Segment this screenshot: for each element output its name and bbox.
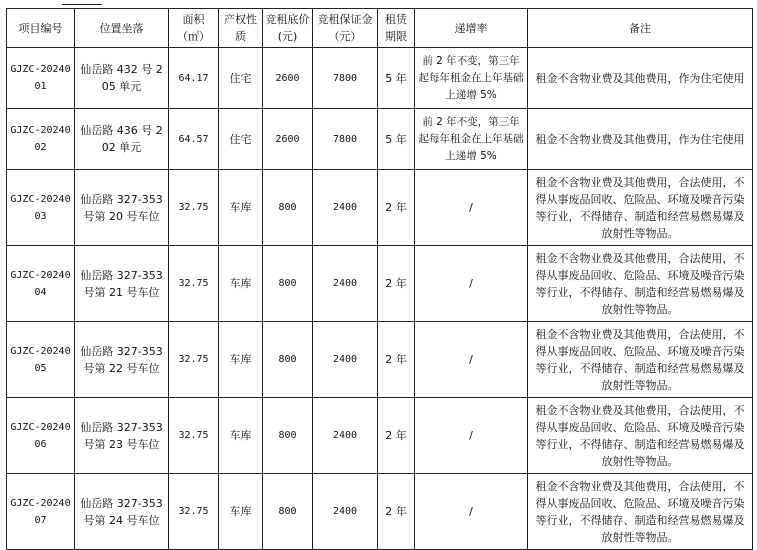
- lease-listing-table: [6, 8, 753, 550]
- cell-area: 32.75: [169, 474, 219, 550]
- cell-remarks: 租金不含物业费及其他费用，合法使用，不得从事废品回收、危险品、环境及噪音污染等行业，不得储存、制造和经营易燃易爆及放射性等物品。: [528, 246, 753, 322]
- cell-area: 64.17: [169, 48, 219, 109]
- cell-remarks: 租金不含物业费及其他费用，作为住宅使用: [528, 48, 753, 109]
- cell-property-type: 车库: [219, 170, 263, 246]
- table-row: [7, 246, 753, 322]
- cell-property-type: 住宅: [219, 109, 263, 170]
- cell-increase-rate: 前 2 年不变，第三年起每年租金在上年基础上递增 5%: [415, 109, 528, 170]
- table-row: [7, 474, 753, 550]
- cell-remarks: 租金不含物业费及其他费用，合法使用，不得从事废品回收、危险品、环境及噪音污染等行业，不得储存、制造和经营易燃易爆及放射性等物品。: [528, 398, 753, 474]
- cell-remarks: 租金不含物业费及其他费用，合法使用，不得从事废品回收、危险品、环境及噪音污染等行业，不得储存、制造和经营易燃易爆及放射性等物品。: [528, 322, 753, 398]
- cell-area: 32.75: [169, 398, 219, 474]
- cell-location: 仙岳路 327-353 号第 21 号车位: [75, 246, 169, 322]
- cell-lease-term: 2 年: [378, 170, 415, 246]
- cell-location: 仙岳路 327-353 号第 24 号车位: [75, 474, 169, 550]
- cell-deposit: 2400: [313, 170, 378, 246]
- cell-base-price: 2600: [263, 109, 313, 170]
- cell-lease-term: 2 年: [378, 246, 415, 322]
- cell-area: 64.57: [169, 109, 219, 170]
- cell-remarks: 租金不含物业费及其他费用，合法使用，不得从事废品回收、危险品、环境及噪音污染等行业，不得储存、制造和经营易燃易爆及放射性等物品。: [528, 170, 753, 246]
- table-header-row: [7, 9, 753, 48]
- cell-remarks: 租金不含物业费及其他费用，作为住宅使用: [528, 109, 753, 170]
- cell-area: 32.75: [169, 246, 219, 322]
- header-area: 面积（㎡）: [169, 9, 219, 48]
- cell-increase-rate: 前 2 年不变，第三年起每年租金在上年基础上递增 5%: [415, 48, 528, 109]
- cell-deposit: 7800: [313, 109, 378, 170]
- cell-deposit: 2400: [313, 474, 378, 550]
- table-row: [7, 398, 753, 474]
- cell-increase-rate: /: [415, 322, 528, 398]
- cell-remarks: 租金不含物业费及其他费用，合法使用，不得从事废品回收、危险品、环境及噪音污染等行业，不得储存、制造和经营易燃易爆及放射性等物品。: [528, 474, 753, 550]
- cell-deposit: 2400: [313, 322, 378, 398]
- cell-lease-term: 5 年: [378, 48, 415, 109]
- cell-project-id: GJZC-2024006: [7, 398, 75, 474]
- cell-property-type: 车库: [219, 246, 263, 322]
- cell-lease-term: 2 年: [378, 474, 415, 550]
- header-deposit: 竞租保证金（元）: [313, 9, 378, 48]
- cell-deposit: 2400: [313, 246, 378, 322]
- header-lease-term: 租赁期限: [378, 9, 415, 48]
- table-row: [7, 170, 753, 246]
- header-location: 位置坐落: [75, 9, 169, 48]
- cell-location: 仙岳路 327-353 号第 20 号车位: [75, 170, 169, 246]
- cell-property-type: 住宅: [219, 48, 263, 109]
- cell-location: 仙岳路 432 号 205 单元: [75, 48, 169, 109]
- cell-increase-rate: /: [415, 246, 528, 322]
- cell-project-id: GJZC-2024007: [7, 474, 75, 550]
- header-property-type: 产权性质: [219, 9, 263, 48]
- cell-base-price: 800: [263, 474, 313, 550]
- cell-deposit: 7800: [313, 48, 378, 109]
- cell-property-type: 车库: [219, 322, 263, 398]
- cell-base-price: 800: [263, 322, 313, 398]
- cell-property-type: 车库: [219, 398, 263, 474]
- cell-increase-rate: /: [415, 398, 528, 474]
- cell-project-id: GJZC-2024003: [7, 170, 75, 246]
- cell-base-price: 2600: [263, 48, 313, 109]
- cell-area: 32.75: [169, 170, 219, 246]
- cell-deposit: 2400: [313, 398, 378, 474]
- header-base-price: 竞租底价(元): [263, 9, 313, 48]
- cell-project-id: GJZC-2024005: [7, 322, 75, 398]
- table-row: [7, 322, 753, 398]
- header-increase-rate: 递增率: [415, 9, 528, 48]
- cell-lease-term: 2 年: [378, 398, 415, 474]
- cell-project-id: GJZC-2024004: [7, 246, 75, 322]
- cell-base-price: 800: [263, 246, 313, 322]
- cell-location: 仙岳路 436 号 202 单元: [75, 109, 169, 170]
- cell-increase-rate: /: [415, 474, 528, 550]
- header-remarks: 备注: [528, 9, 753, 48]
- table-row: [7, 48, 753, 109]
- cell-location: 仙岳路 327-353 号第 22 号车位: [75, 322, 169, 398]
- cell-base-price: 800: [263, 170, 313, 246]
- cell-property-type: 车库: [219, 474, 263, 550]
- top-text-fragment: [62, 0, 102, 5]
- cell-location: 仙岳路 327-353 号第 23 号车位: [75, 398, 169, 474]
- header-project-id: 项目编号: [7, 9, 75, 48]
- cell-project-id: GJZC-2024001: [7, 48, 75, 109]
- cell-project-id: GJZC-2024002: [7, 109, 75, 170]
- cell-lease-term: 5 年: [378, 109, 415, 170]
- table-row: [7, 109, 753, 170]
- cell-increase-rate: /: [415, 170, 528, 246]
- cell-area: 32.75: [169, 322, 219, 398]
- cell-base-price: 800: [263, 398, 313, 474]
- cell-lease-term: 2 年: [378, 322, 415, 398]
